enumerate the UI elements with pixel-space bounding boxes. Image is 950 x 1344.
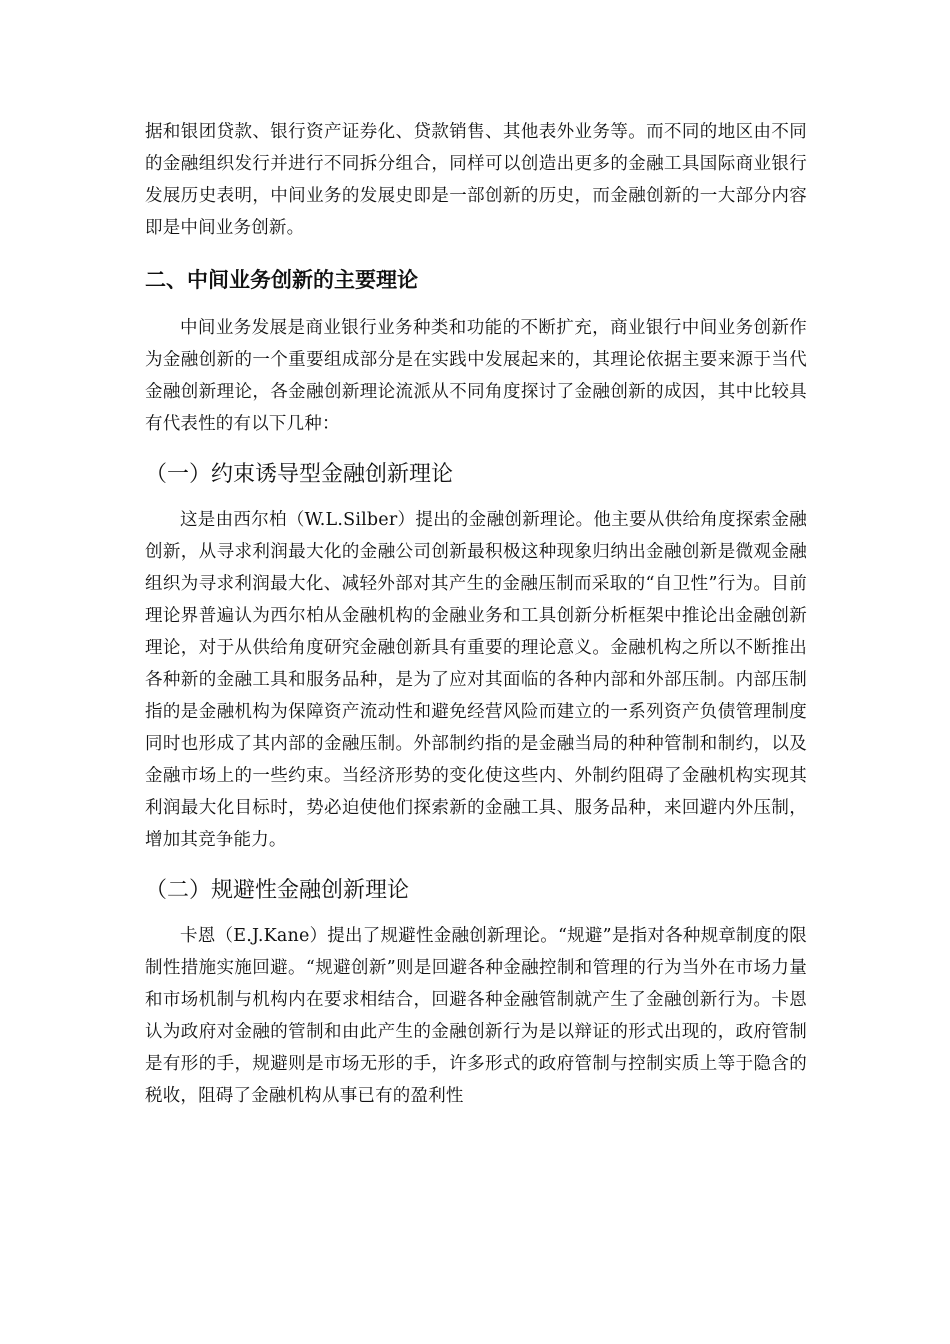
section-heading: 二、中间业务创新的主要理论 [145, 268, 418, 292]
subsection-heading-2: （二）规避性金融创新理论 [145, 878, 410, 903]
paragraph-intro: 中间业务发展是商业银行业务种类和功能的不断扩充，商业银行中间业务创新作为金融创新的一个重要组成部分是在实践中发展起来的，其理论依据主要来源于当代金融创新理论，各金融创新理论流派从不同角度探讨了金融创新的成因，其中比较具有代表性的有以下几种： [145, 318, 807, 434]
document-page [145, 116, 807, 1112]
subsection-heading-1: （一）约束诱导型金融创新理论 [145, 462, 454, 487]
paragraph-subsection-1: 这是由西尔柏（W.L.Silber）提出的金融创新理论。他主要从供给角度探索金融创新，从寻求利润最大化的金融公司创新最积极这种现象归纳出金融创新是微观金融组织为寻求利润最大化、减轻外部对其产生的金融压制而采取的“自卫性”行为。目前理论界普遍认为西尔柏从金融机构的金融业务和工具创新分析框架中推论出金融创新理论，对于从供给角度研究金融创新具有重要的理论意义。金融机构之所以不断推出各种新的金融工具和服务品种，是为了应对其面临的各种内部和外部压制。内部压制指的是金融机构为保障资产流动性和避免经营风险而建立的一系列资产负债管理制度同时也形成了其内部的金融压制。外部制约指的是金融当局的种种管制和制约，以及金融市场上的一些约束。当经济形势的变化使这些内、外制约阻碍了金融机构实现其利润最大化目标时，势必迫使他们探索新的金融工具、服务品种，来回避内外压制，增加其竞争能力。 [145, 510, 807, 850]
paragraph-continued: 据和银团贷款、银行资产证券化、贷款销售、其他表外业务等。而不同的地区由不同的金融组织发行并进行不同拆分组合，同样可以创造出更多的金融工具国际商业银行发展历史表明，中间业务的发展史即是一部创新的历史，而金融创新的一大部分内容即是中间业务创新。 [145, 122, 807, 238]
paragraph-subsection-2: 卡恩（E.J.Kane）提出了规避性金融创新理论。“规避”是指对各种规章制度的限制性措施实施回避。“规避创新”则是回避各种金融控制和管理的行为当外在市场力量和市场机制与机构内在要求相结合，回避各种金融管制就产生了金融创新行为。卡恩认为政府对金融的管制和由此产生的金融创新行为是以辩证的形式出现的，政府管制是有形的手，规避则是市场无形的手，许多形式的政府管制与控制实质上等于隐含的税收，阻碍了金融机构从事已有的盈利性 [145, 926, 807, 1106]
